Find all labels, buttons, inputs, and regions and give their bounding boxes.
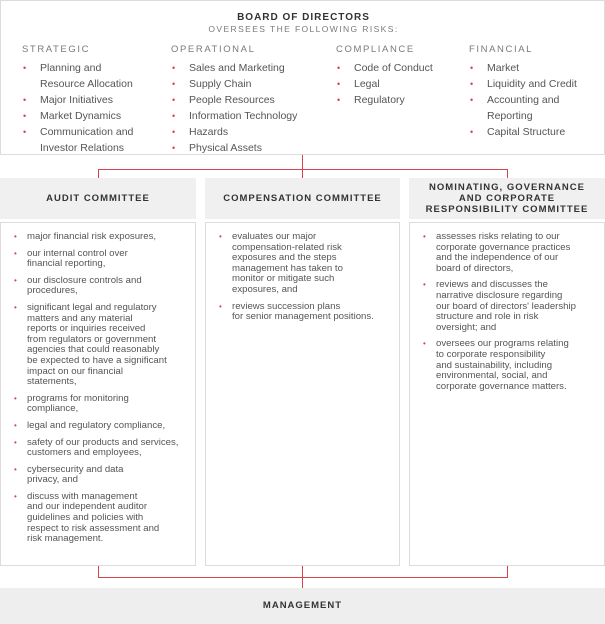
bullet-icon: • [337, 63, 341, 73]
responsibility-text: financial reporting, [27, 258, 106, 270]
bullet-icon: • [172, 63, 176, 73]
responsibility-text: compliance, [27, 403, 79, 415]
bullet-icon: • [14, 437, 17, 447]
responsibility-text: our disclosure controls and [27, 274, 142, 286]
responsibility-item [14, 438, 196, 459]
risk-item [171, 92, 297, 108]
bullet-icon: • [14, 302, 17, 312]
responsibility-text: oversight; and [436, 321, 497, 333]
responsibility-item [14, 303, 196, 388]
responsibility-text: structure and role in risk [436, 311, 539, 323]
nominating-committee-title-line-1: NOMINATING, GOVERNANCE [429, 182, 585, 193]
bullet-icon: • [23, 95, 27, 105]
responsibility-text: privacy, and [27, 474, 79, 486]
risk-item-text: Resource Allocation [40, 78, 133, 90]
risk-item-text: Market [487, 62, 520, 74]
risk-item-text: Communication and [40, 126, 134, 138]
connector-nominating-bottom [507, 566, 508, 577]
risk-list [171, 60, 297, 156]
compensation-committee-header [205, 178, 400, 219]
risk-item [22, 92, 133, 108]
responsibility-text: and our independent auditor [27, 501, 148, 513]
responsibility-text: reviews succession plans [232, 300, 341, 312]
risk-list [22, 60, 133, 156]
risk-item-text: Capital Structure [487, 126, 566, 138]
board-of-directors-box [0, 0, 605, 155]
risk-item-text: Code of Conduct [354, 62, 433, 74]
connector-board-stem [302, 155, 303, 169]
risk-item [336, 92, 433, 108]
responsibility-text: impact on our financial [27, 365, 123, 377]
responsibility-text: legal and regulatory compliance, [27, 419, 166, 431]
bullet-icon: • [172, 79, 176, 89]
responsibility-text: customers and employees, [27, 447, 142, 459]
risk-category-heading: STRATEGIC [22, 44, 91, 55]
bullet-icon: • [14, 393, 17, 403]
responsibility-text: from regulators or government [27, 333, 157, 345]
management-box [0, 588, 605, 624]
risk-item [22, 108, 133, 124]
risk-item-text: Investor Relations [40, 142, 125, 154]
risk-item-text: Planning and [40, 62, 102, 74]
audit-committee-list [14, 232, 196, 551]
responsibility-text: be expected to have a significant [27, 354, 167, 366]
responsibility-text: environmental, social, and [436, 370, 548, 382]
risk-item-text: People Resources [189, 94, 275, 106]
risk-item-text: Hazards [189, 126, 229, 138]
responsibility-item [14, 276, 196, 297]
responsibility-text: reports or inquiries received [27, 323, 146, 335]
risk-category-heading: FINANCIAL [469, 44, 534, 55]
bullet-icon: • [14, 275, 17, 285]
responsibility-text: discuss with management [27, 490, 138, 502]
risk-item [469, 124, 577, 140]
responsibility-text: our internal control over [27, 247, 128, 259]
risk-item-text: Accounting and [487, 94, 560, 106]
responsibility-text: evaluates our major [232, 231, 317, 242]
responsibility-item [219, 302, 401, 323]
nominating-committee-header [409, 178, 605, 219]
nominating-committee-title-line-3: RESPONSIBILITY COMMITTEE [425, 204, 589, 215]
risk-category-heading: COMPLIANCE [336, 44, 415, 55]
bullet-icon: • [14, 464, 17, 474]
responsibility-text: management has taken to [232, 262, 343, 274]
bullet-icon: • [219, 232, 222, 241]
connector-audit-bottom [98, 566, 99, 577]
responsibility-item [14, 249, 196, 270]
risk-item-text: Information Technology [189, 110, 298, 122]
responsibility-item [423, 232, 605, 274]
responsibility-text: monitor or mitigate such [232, 273, 335, 285]
responsibility-text: statements, [27, 376, 77, 388]
risk-item [469, 76, 577, 92]
connector-nominating [507, 169, 508, 178]
responsibility-text: assesses risks relating to our [436, 231, 560, 242]
audit-committee-header [0, 178, 196, 219]
risk-category-financial [469, 44, 577, 140]
risk-list [469, 60, 577, 140]
bullet-icon: • [172, 143, 176, 153]
responsibility-text: safety of our products and services, [27, 436, 179, 448]
audit-committee-title: AUDIT COMMITTEE [46, 193, 150, 204]
bullet-icon: • [23, 127, 27, 137]
responsibility-text: compensation-related risk [232, 241, 342, 253]
responsibility-item [423, 339, 605, 392]
risk-item [336, 76, 433, 92]
bullet-icon: • [423, 339, 426, 349]
risk-item [22, 60, 133, 92]
risk-item-text: Reporting [487, 110, 533, 122]
bullet-icon: • [470, 127, 474, 137]
bullet-icon: • [172, 127, 176, 137]
bullet-icon: • [470, 79, 474, 89]
responsibility-text: significant legal and regulatory [27, 301, 157, 313]
nominating-committee-title-line-2: AND CORPORATE [458, 193, 556, 204]
responsibility-text: agencies that could reasonably [27, 344, 160, 356]
risk-item [469, 92, 577, 124]
responsibility-text: board of directors, [436, 262, 514, 274]
bullet-icon: • [172, 95, 176, 105]
risk-item-text: Physical Assets [189, 142, 262, 154]
risk-category-heading: OPERATIONAL [171, 44, 256, 55]
compensation-committee-panel [205, 222, 400, 566]
compensation-committee-title: COMPENSATION COMMITTEE [223, 193, 382, 204]
risk-item-text: Major Initiatives [40, 94, 113, 106]
risk-item [171, 124, 297, 140]
bullet-icon: • [470, 95, 474, 105]
risk-category-operational [171, 44, 297, 156]
risk-category-strategic [22, 44, 133, 156]
responsibility-item [219, 232, 401, 296]
responsibility-text: oversees our programs relating [436, 338, 569, 350]
bullet-icon: • [337, 95, 341, 105]
responsibility-text: programs for monitoring [27, 392, 129, 404]
nominating-committee-list [423, 232, 605, 398]
responsibility-text: major financial risk exposures, [27, 231, 157, 242]
risk-item-text: Market Dynamics [40, 110, 122, 122]
bullet-icon: • [14, 491, 17, 501]
bullet-icon: • [423, 232, 426, 241]
bullet-icon: • [172, 111, 176, 121]
responsibility-text: procedures, [27, 285, 78, 297]
board-title: BOARD OF DIRECTORS [237, 12, 370, 23]
bullet-icon: • [219, 301, 222, 311]
connector-bottom-horizontal [98, 577, 508, 578]
connector-audit [98, 169, 99, 178]
responsibility-text: exposures, and [232, 283, 298, 295]
responsibility-text: risk management. [27, 533, 104, 545]
risk-item [469, 60, 577, 76]
responsibility-text: and the independence of our [436, 252, 559, 264]
audit-committee-panel [0, 222, 196, 566]
risk-category-compliance [336, 44, 433, 108]
responsibility-text: corporate governance practices [436, 241, 571, 253]
bullet-icon: • [23, 111, 27, 121]
risk-item [336, 60, 433, 76]
responsibility-text: narrative disclosure regarding [436, 289, 563, 301]
responsibility-text: to corporate responsibility [436, 348, 546, 360]
responsibility-text: matters and any material [27, 312, 133, 324]
responsibility-item [14, 465, 196, 486]
bullet-icon: • [470, 63, 474, 73]
responsibility-text: for senior management positions. [232, 311, 374, 323]
responsibility-item [14, 394, 196, 415]
risk-item-text: Legal [354, 78, 380, 90]
responsibility-text: guidelines and policies with [27, 512, 144, 524]
bullet-icon: • [23, 63, 27, 73]
risk-list [336, 60, 433, 108]
board-subtitle: OVERSEES THE FOLLOWING RISKS: [208, 24, 399, 34]
responsibility-text: corporate governance matters. [436, 380, 567, 392]
risk-item [171, 108, 297, 124]
nominating-committee-panel [409, 222, 605, 566]
management-title: MANAGEMENT [262, 600, 343, 611]
responsibility-text: cybersecurity and data [27, 463, 124, 475]
responsibility-item [14, 421, 196, 432]
responsibility-text: reviews and discusses the [436, 279, 548, 291]
compensation-committee-list [219, 232, 401, 329]
risk-item [22, 124, 133, 156]
risk-item [171, 140, 297, 156]
bullet-icon: • [14, 420, 17, 430]
responsibility-text: and sustainability, including [436, 359, 553, 371]
bullet-icon: • [14, 232, 17, 241]
bullet-icon: • [14, 248, 17, 258]
risk-item-text: Liquidity and Credit [487, 78, 577, 90]
risk-item-text: Regulatory [354, 94, 405, 106]
connector-compensation [302, 169, 303, 178]
bullet-icon: • [337, 79, 341, 89]
risk-item [171, 76, 297, 92]
responsibility-text: exposures and the steps [232, 252, 337, 264]
responsibility-text: our board of directors' leadership [436, 300, 576, 312]
risk-item-text: Sales and Marketing [189, 62, 285, 74]
responsibility-item [14, 232, 196, 243]
risk-item [171, 60, 297, 76]
responsibility-item [423, 280, 605, 333]
risk-item-text: Supply Chain [189, 78, 252, 90]
responsibility-text: respect to risk assessment and [27, 522, 160, 534]
responsibility-item [14, 492, 196, 545]
bullet-icon: • [423, 280, 426, 290]
